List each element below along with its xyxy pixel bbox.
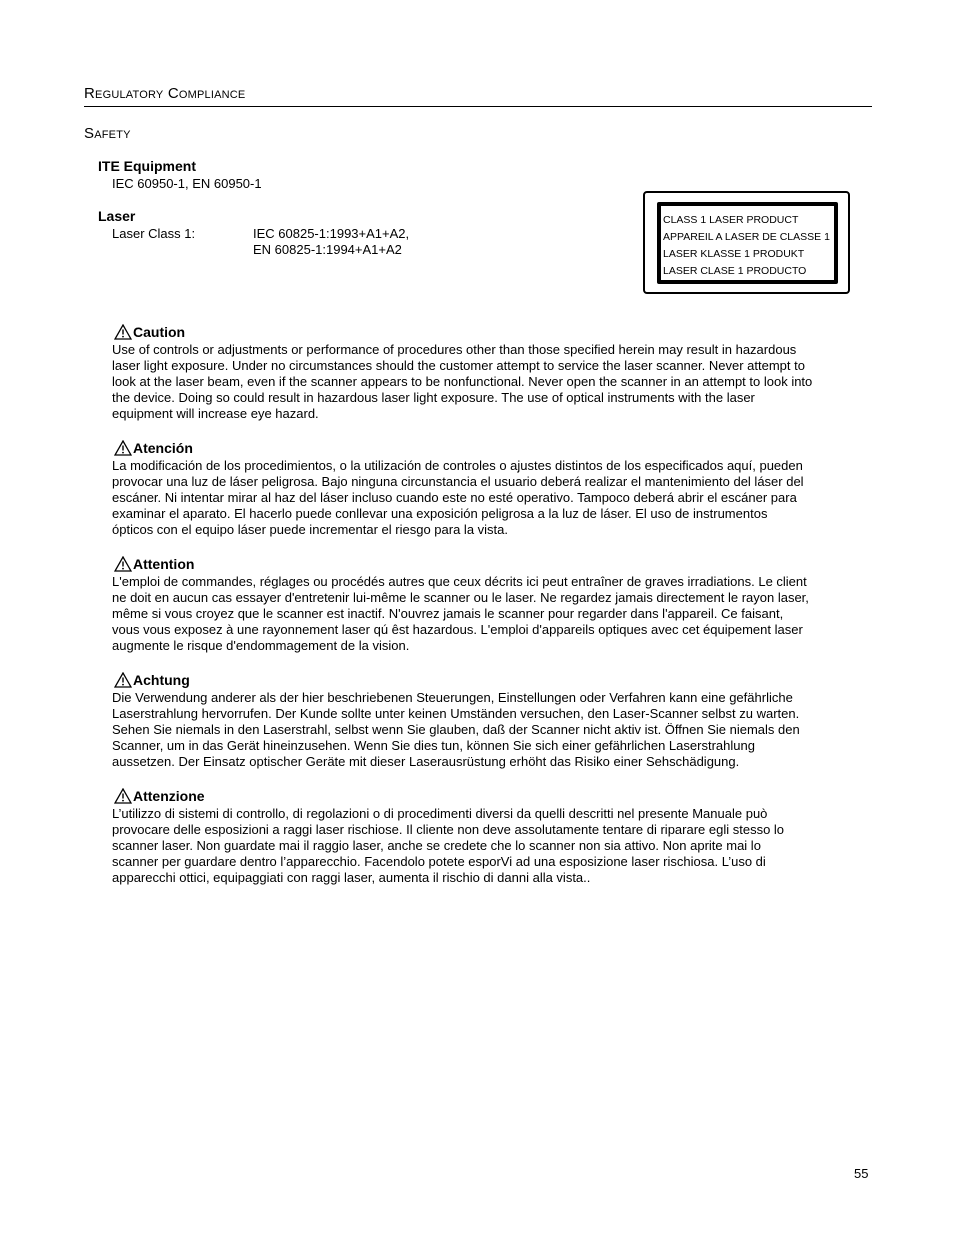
- laser-label-line-fr: APPAREIL A LASER DE CLASSE 1: [663, 231, 830, 243]
- attention-text-line: même si vous croyez que le scanner est inactif. N'ouvrez jamais le scanner pour regarder dans l'appareil. Ce faisant,: [112, 606, 784, 621]
- attenzione-text-line: apparecchi ottici, equipaggiati con raggi laser, aumenta il rischio di danni alla vista..: [112, 870, 591, 885]
- achtung-heading-label: Achtung: [133, 672, 190, 688]
- attention-text-line: ne doit en aucun cas essayer d'entretenir lui-même le scanner ou le laser. Ne regardez jamais directement le rayon laser,: [112, 590, 809, 605]
- laser-class-label: Laser Class 1:: [112, 226, 196, 241]
- warning-triangle-icon: [114, 672, 132, 688]
- caution-heading-label: Caution: [133, 324, 186, 340]
- achtung-text-line: Die Verwendung anderer als der hier beschriebenen Steuerungen, Einstellungen oder Verfahren kann eine gefährliche: [112, 690, 793, 705]
- attenzione-heading-label: Attenzione: [133, 788, 205, 804]
- laser-label-line-de: LASER KLASSE 1 PRODUKT: [663, 248, 805, 260]
- ite-equipment-standard: IEC 60950-1, EN 60950-1: [112, 176, 262, 191]
- attenzione-text-line: provocare delle esposizioni a raggi laser rischiose. Il cliente non deve assolutamente tentare di riparare egli stesso lo: [112, 822, 785, 837]
- page-number: 55: [854, 1166, 869, 1181]
- ite-equipment-heading: ITE Equipment: [98, 158, 196, 174]
- achtung-text: [112, 690, 876, 770]
- attenzione-text-line: L’utilizzo di sistemi di controllo, di regolazioni o di procedimenti diversi da quelli descritti nel presente Manuale può: [112, 806, 768, 821]
- section-title: Safety: [84, 125, 131, 142]
- atencion-heading: [114, 440, 193, 456]
- achtung-text-line: Sehen Sie niemals in den Laserstrahl, selbst wenn Sie glauben, daß der Scanner nicht aktiv ist. Öffnen Sie niemals den: [112, 722, 800, 737]
- laser-label-content: [661, 206, 834, 280]
- atencion-text-line: La modificación de los procedimientos, o la utilización de controles o ajustes distintos de los especificados aquí, pueden: [112, 458, 803, 473]
- atencion-text-line: examinar el aparato. El hacerlo puede conllevar una exposición peligrosa a la luz de láser. El uso de instrumentos: [112, 506, 768, 521]
- caution-text-line: look at the laser beam, even if the scanner appears to be nonfunctional. Never open the scanner in an attempt to look into: [112, 374, 813, 389]
- title-divider: [84, 106, 872, 107]
- attenzione-text-line: scanner per guardare dentro l’apparecchio. Facendolo potete esporVi ad una esposizione laser rischiosa. L’uso di: [112, 854, 766, 869]
- achtung-text-line: Scanner, um in das Gerät hineinzusehen. Wenn Sie dies tun, können Sie sich einer gefährlichen Laserstrahlung: [112, 738, 755, 753]
- laser-product-label: [643, 191, 850, 294]
- caution-text: [112, 342, 876, 422]
- attention-text-line: vous vous exposez à une rayonnement laser qú êst hazardous. L'emploi d'appareils optiques avec cet équipement laser: [112, 622, 803, 637]
- warning-triangle-icon: [114, 440, 132, 456]
- attention-text-line: L'emploi de commandes, réglages ou procédés autres que ceux décrits ici peut entraîner de graves irradiations. Le client: [112, 574, 807, 589]
- warning-triangle-icon: [114, 324, 132, 340]
- achtung-text-line: aussetzen. Der Einsatz optischer Geräte mit dieser Laserausrüstung erhöht das Risiko einer Sehschädigung.: [112, 754, 740, 769]
- page-title: Regulatory Compliance: [84, 85, 246, 102]
- laser-heading: Laser: [98, 208, 136, 224]
- atencion-heading-label: Atención: [133, 440, 193, 456]
- caution-text-line: laser light exposure. Under no circumstances should the customer attempt to service the laser scanner. Never attempt to: [112, 358, 805, 373]
- atencion-text-line: ópticos con el equipo láser puede incrementar el riesgo para la vista.: [112, 522, 509, 537]
- achtung-text-line: Laserstrahlung hervorrufen. Der Kunde sollte unter keinen Umständen versuchen, den Laser-Scanner selbst zu warten.: [112, 706, 800, 721]
- warning-triangle-icon: [114, 556, 132, 572]
- attenzione-text-line: scanner laser. Non guardate mai il raggio laser, anche se credete che lo scanner non sia attivo. Non aprite mai lo: [112, 838, 761, 853]
- caution-text-line: Use of controls or adjustments or performance of procedures other than those specified herein may result in hazardous: [112, 342, 797, 357]
- attention-heading: [114, 556, 194, 572]
- caution-text-line: equipment will increase eye hazard.: [112, 406, 319, 421]
- caution-text-line: the device. Doing so could result in hazardous laser light exposure. The use of optical instruments with the laser: [112, 390, 755, 405]
- atencion-text-line: provocar una luz de láser peligrosa. Bajo ninguna circunstancia el usuario deberá realizar el mantenimiento del láser del: [112, 474, 804, 489]
- warning-triangle-icon: [114, 788, 132, 804]
- laser-label-line-en: CLASS 1 LASER PRODUCT: [663, 214, 799, 226]
- attention-heading-label: Attention: [133, 556, 195, 572]
- attenzione-heading: [114, 788, 205, 804]
- laser-label-line-es: LASER CLASE 1 PRODUCTO: [663, 265, 807, 277]
- achtung-heading: [114, 672, 190, 688]
- caution-heading: [114, 324, 185, 340]
- laser-standard-line-1: IEC 60825-1:1993+A1+A2,: [253, 226, 410, 241]
- attention-text-line: augmente le risque d'endommagement de la vision.: [112, 638, 410, 653]
- attention-text: [112, 574, 876, 654]
- laser-standard-line-2: EN 60825-1:1994+A1+A2: [253, 242, 402, 257]
- atencion-text: [112, 458, 876, 538]
- attenzione-text: [112, 806, 876, 886]
- atencion-text-line: escáner. Ni intentar mirar al haz del láser incluso cuando este no esté operativo. Tampoco deberá abrir el escáner para: [112, 490, 797, 505]
- laser-label-border: [657, 202, 838, 284]
